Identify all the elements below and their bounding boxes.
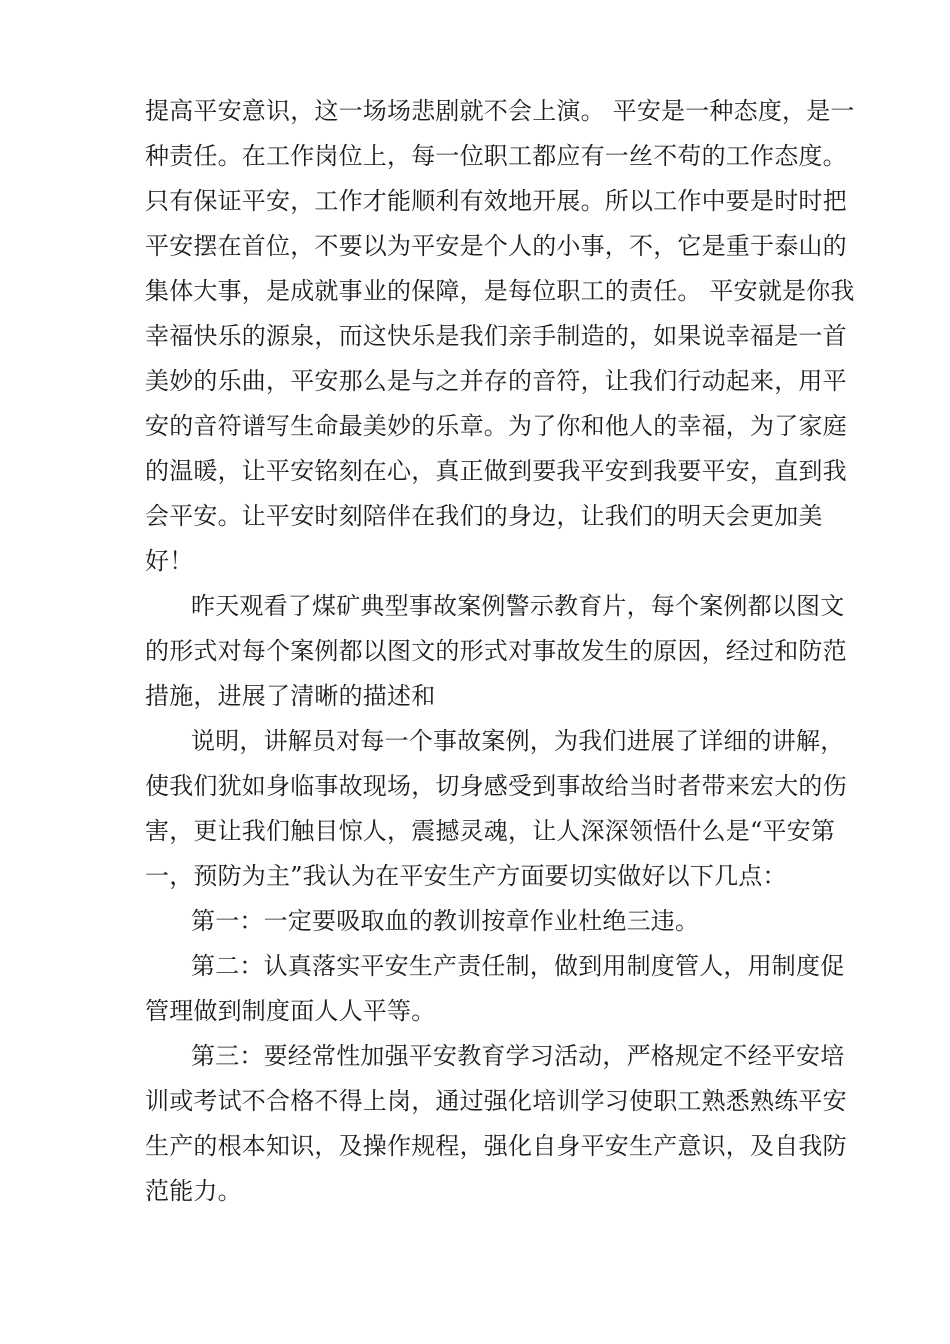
text-line: 只有保证平安，工作才能顺利有效地开展。所以工作中要是时时把 — [145, 187, 847, 215]
text-line: 集体大事，是成就事业的保障，是每位职工的责任。 平安就是你我 — [145, 277, 855, 305]
text-line: 会平安。让平安时刻陪伴在我们的身边，让我们的明天会更加美 — [145, 502, 823, 530]
paragraph-start-line: 昨天观看了煤矿典型事故案例警示教育片，每个案例都以图文 — [191, 592, 845, 620]
text-line: 训或考试不合格不得上岗，通过强化培训学习使职工熟悉熟练平安 — [145, 1087, 847, 1115]
text-line: 措施，进展了清晰的描述和 — [145, 682, 436, 710]
text-line: 的形式对每个案例都以图文的形式对事故发生的原因，经过和防范 — [145, 637, 847, 665]
text-line: 好！ — [145, 547, 194, 575]
text-line: 的温暖，让平安铭刻在心，真正做到要我平安到我要平安，直到我 — [145, 457, 847, 485]
text-line: 一，预防为主”我认为在平安生产方面要切实做好以下几点： — [145, 862, 787, 890]
text-line: 幸福快乐的源泉，而这快乐是我们亲手制造的，如果说幸福是一首 — [145, 322, 847, 350]
text-line: 范能力。 — [145, 1177, 242, 1205]
text-line: 平安摆在首位，不要以为平安是个人的小事，不，它是重于泰山的 — [145, 232, 847, 260]
text-line: 生产的根本知识，及操作规程，强化自身平安生产意识，及自我防 — [145, 1132, 847, 1160]
text-line: 提高平安意识，这一场场悲剧就不会上演。 平安是一种态度，是一 — [145, 97, 855, 125]
text-line: 管理做到制度面人人平等。 — [145, 997, 436, 1025]
paragraph-start-line: 说明，讲解员对每一个事故案例，为我们进展了详细的讲解， — [191, 727, 845, 755]
point-one-line: 第一：一定要吸取血的教训按章作业杜绝三违。 — [191, 907, 700, 935]
text-line: 安的音符谱写生命最美妙的乐章。为了你和他人的幸福，为了家庭 — [145, 412, 847, 440]
text-line: 使我们犹如身临事故现场，切身感受到事故给当时者带来宏大的伤 — [145, 772, 847, 800]
text-line: 美妙的乐曲，平安那么是与之并存的音符，让我们行动起来，用平 — [145, 367, 847, 395]
point-two-line: 第二：认真落实平安生产责任制，做到用制度管人，用制度促 — [191, 952, 845, 980]
point-three-line: 第三：要经常性加强平安教育学习活动，严格规定不经平安培 — [191, 1042, 845, 1070]
text-line: 害，更让我们触目惊人，震撼灵魂，让人深深领悟什么是“平安第 — [145, 817, 836, 845]
text-line: 种责任。在工作岗位上，每一位职工都应有一丝不苟的工作态度。 — [145, 142, 847, 170]
